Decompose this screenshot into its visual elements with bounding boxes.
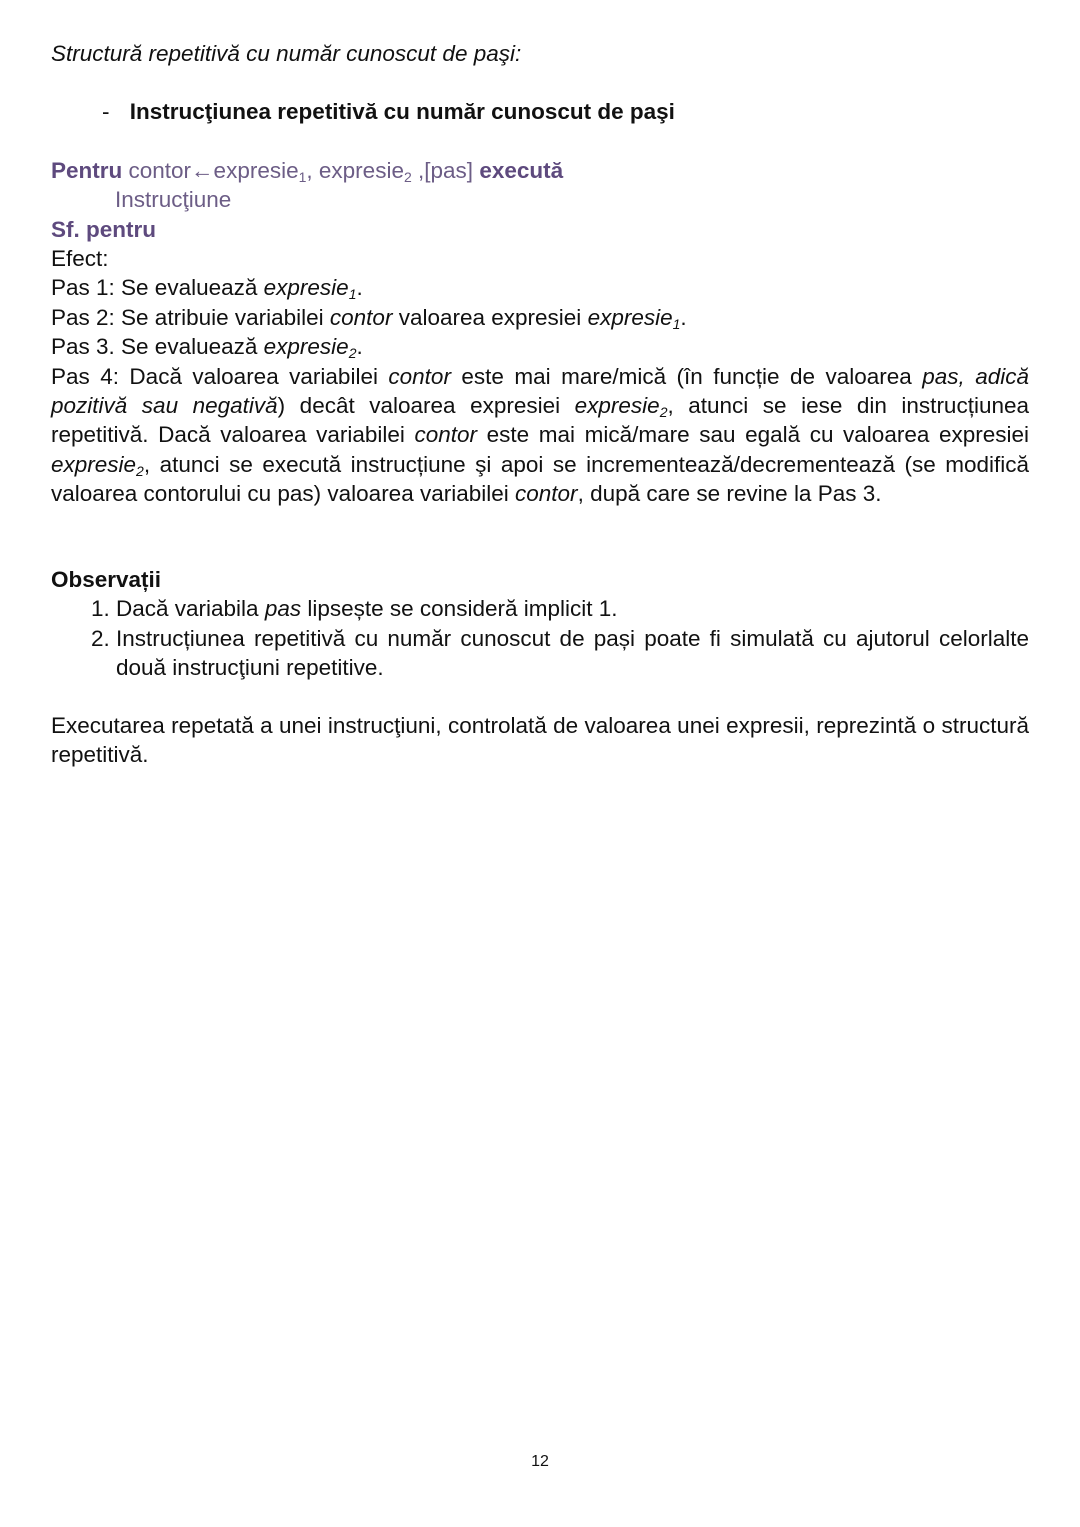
section-title-text: Structură repetitivă cu număr cunoscut de paşi: bbox=[51, 41, 522, 66]
section-title bbox=[51, 39, 1029, 68]
step-3: Pas 3. Se evaluează expresie$_2$. bbox=[51, 334, 363, 362]
syntax-body: Instrucţiune bbox=[115, 187, 232, 213]
observations-title: Observații bbox=[51, 567, 162, 592]
step-2: Pas 2: Se atribuie variabilei contor valoarea expresiei expresie$_1$. bbox=[51, 304, 687, 332]
syntax-text: contor←expresie$_1$, expresie$_2$ ,[pas] bbox=[122, 158, 480, 185]
observation-item: 2. Instrucțiunea repetitivă cu număr cunoscut de pași poate fi simulată cu ajutorul celorlalte două instrucţiuni repetitive. bbox=[116, 624, 1029, 683]
bullet-text: Instrucţiunea repetitivă cu număr cunoscut de paşi bbox=[129, 99, 675, 124]
step-1: Pas 1: Se evaluează expresie$_1$. bbox=[51, 275, 363, 303]
bullet-dash: - bbox=[102, 99, 110, 124]
keyword-pentru: Pentru bbox=[51, 158, 123, 183]
observation-item: 1. Dacă variabila pas lipsește se consideră implicit 1. bbox=[116, 594, 1029, 623]
page-number: 12 bbox=[531, 1453, 549, 1470]
conclusion: Executarea repetată a unei instrucţiuni, controlată de valoarea unei expresii, reprezintă o structură repetitivă. bbox=[51, 713, 1029, 768]
bullet-heading bbox=[102, 97, 1002, 126]
effect-label: Efect: bbox=[51, 246, 109, 271]
observations bbox=[51, 565, 1029, 683]
effect-block bbox=[51, 244, 1029, 509]
keyword-executa: execută bbox=[479, 158, 564, 183]
keyword-sf-pentru: Sf. pentru bbox=[51, 216, 156, 242]
syntax-block bbox=[51, 156, 1029, 244]
step-4: Pas 4: Dacă valoarea variabilei contor este mai mare/mică (în funcție de valoarea pas, adică pozitivă sau negativă) decât valoarea expresiei expresie$_2$, atunci se iese din instrucțiunea repetitivă. Dacă valoarea variabilei contor este mai mică/mare sau egală cu valoarea expresiei expresie$_2$, atunci se execută instrucțiune şi apoi se incrementează/decrementează (se modifică valoarea contorului cu pas) valoarea variabilei contor, după care se revine la Pas 3. bbox=[51, 363, 1029, 507]
syntax-header bbox=[51, 156, 1029, 185]
